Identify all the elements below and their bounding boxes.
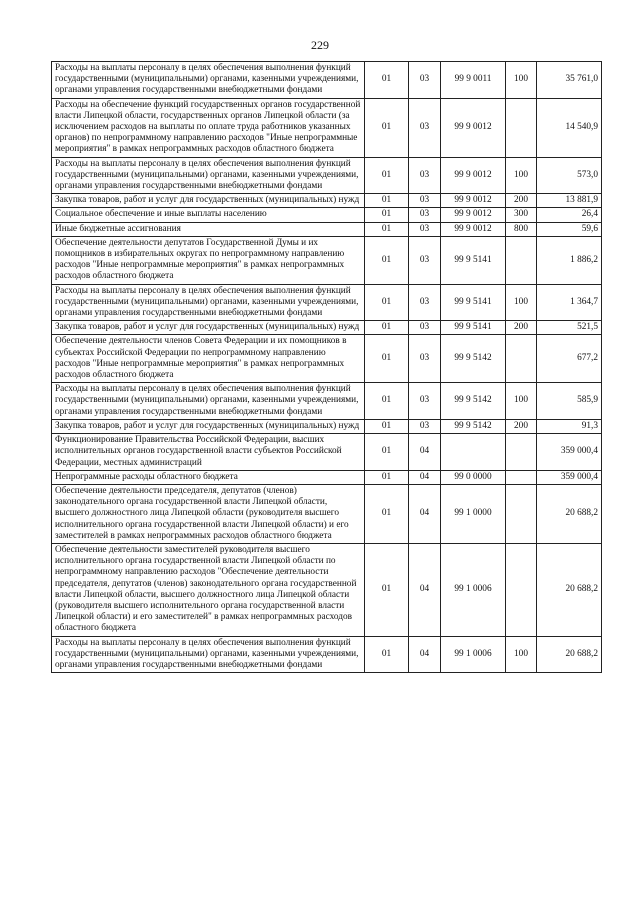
section-code-cell: 01	[365, 62, 409, 99]
subsection-code-cell: 03	[409, 335, 441, 383]
table-row	[52, 543, 602, 636]
subsection-code-cell: 03	[409, 222, 441, 236]
section-code-cell: 01	[365, 321, 409, 335]
amount-cell: 1 364,7	[537, 284, 602, 321]
expense-type-cell	[506, 470, 537, 484]
table-row	[52, 98, 602, 157]
expense-type-cell: 100	[506, 636, 537, 673]
section-code-cell: 01	[365, 98, 409, 157]
amount-cell: 677,2	[537, 335, 602, 383]
expense-type-cell	[506, 484, 537, 543]
amount-cell: 20 688,2	[537, 636, 602, 673]
expense-name-cell: Непрограммные расходы областного бюджета	[52, 470, 365, 484]
target-article-cell	[441, 434, 506, 471]
expense-name-cell: Расходы на выплаты персоналу в целях обеспечения выполнения функций государственными (муниципальными) органами, казенными учреждениями, органами управления государственными внебюджетными фондами	[52, 284, 365, 321]
expense-type-cell: 800	[506, 222, 537, 236]
target-article-cell: 99 9 5142	[441, 383, 506, 420]
amount-cell: 585,9	[537, 383, 602, 420]
section-code-cell: 01	[365, 335, 409, 383]
table-row	[52, 284, 602, 321]
expense-name-cell: Обеспечение деятельности заместителей руководителя высшего исполнительного органа государственной власти Липецкой области по непрограммному направлению расходов "Обеспечение деятельности председателя, депутатов (членов) законодательного органа государственной власти Липецкой области, высшего должностного лица Липецкой области (руководителя высшего исполнительного органа государственной власти Липецкой области) и его заместителей" в рамках непрограммных расходов областного бюджета	[52, 543, 365, 636]
expense-type-cell	[506, 335, 537, 383]
amount-cell: 14 540,9	[537, 98, 602, 157]
target-article-cell: 99 9 0012	[441, 194, 506, 208]
expense-type-cell: 300	[506, 208, 537, 222]
expense-type-cell: 100	[506, 62, 537, 99]
expense-name-cell: Социальное обеспечение и иные выплаты населению	[52, 208, 365, 222]
table-row	[52, 321, 602, 335]
table-row	[52, 470, 602, 484]
section-code-cell: 01	[365, 484, 409, 543]
subsection-code-cell: 03	[409, 157, 441, 194]
amount-cell: 20 688,2	[537, 543, 602, 636]
page-number: 229	[311, 38, 329, 52]
table-row	[52, 434, 602, 471]
expense-name-cell: Закупка товаров, работ и услуг для государственных (муниципальных) нужд	[52, 194, 365, 208]
section-code-cell: 01	[365, 543, 409, 636]
expense-name-cell: Иные бюджетные ассигнования	[52, 222, 365, 236]
section-code-cell: 01	[365, 636, 409, 673]
expense-type-cell: 100	[506, 383, 537, 420]
subsection-code-cell: 04	[409, 484, 441, 543]
table-row	[52, 62, 602, 99]
table-row	[52, 194, 602, 208]
subsection-code-cell: 03	[409, 236, 441, 284]
expense-type-cell: 200	[506, 321, 537, 335]
section-code-cell: 01	[365, 383, 409, 420]
amount-cell: 359 000,4	[537, 470, 602, 484]
section-code-cell: 01	[365, 194, 409, 208]
amount-cell: 13 881,9	[537, 194, 602, 208]
amount-cell: 359 000,4	[537, 434, 602, 471]
expense-name-cell: Закупка товаров, работ и услуг для государственных (муниципальных) нужд	[52, 419, 365, 433]
subsection-code-cell: 04	[409, 434, 441, 471]
target-article-cell: 99 9 5141	[441, 321, 506, 335]
amount-cell: 521,5	[537, 321, 602, 335]
table-row	[52, 383, 602, 420]
target-article-cell: 99 1 0006	[441, 636, 506, 673]
amount-cell: 35 761,0	[537, 62, 602, 99]
section-code-cell: 01	[365, 157, 409, 194]
table-row	[52, 222, 602, 236]
subsection-code-cell: 04	[409, 470, 441, 484]
section-code-cell: 01	[365, 284, 409, 321]
target-article-cell: 99 0 0000	[441, 470, 506, 484]
table-row	[52, 484, 602, 543]
expense-name-cell: Функционирование Правительства Российской Федерации, высших исполнительных органов государственной власти субъектов Российской Федерации, местных администраций	[52, 434, 365, 471]
table-row	[52, 236, 602, 284]
amount-cell: 59,6	[537, 222, 602, 236]
amount-cell: 91,3	[537, 419, 602, 433]
section-code-cell: 01	[365, 434, 409, 471]
amount-cell: 1 886,2	[537, 236, 602, 284]
expense-name-cell: Расходы на обеспечение функций государственных органов государственной власти Липецкой области, государственных органов Липецкой области (за исключением расходов на выплаты по оплате труда работников указанных органов) по непрограммному направлению расходов "Иные непрограммные мероприятия" в рамках непрограммных расходов областного бюджета	[52, 98, 365, 157]
expense-name-cell: Расходы на выплаты персоналу в целях обеспечения выполнения функций государственными (муниципальными) органами, казенными учреждениями, органами управления государственными внебюджетными фондами	[52, 383, 365, 420]
target-article-cell: 99 9 0012	[441, 208, 506, 222]
expense-type-cell	[506, 543, 537, 636]
expense-name-cell: Расходы на выплаты персоналу в целях обеспечения выполнения функций государственными (муниципальными) органами, казенными учреждениями, органами управления государственными внебюджетными фондами	[52, 636, 365, 673]
expense-name-cell: Обеспечение деятельности председателя, депутатов (членов) законодательного органа государственной власти Липецкой области, высшего должностного лица Липецкой области (руководителя высшего исполнительного органа государственной власти Липецкой области) и его заместителей в рамках непрограммных расходов областного бюджета	[52, 484, 365, 543]
target-article-cell: 99 9 5141	[441, 236, 506, 284]
expense-name-cell: Обеспечение деятельности членов Совета Федерации и их помощников в субъектах Российской Федерации по непрограммному направлению расходов "Иные непрограммные мероприятия" в рамках непрограммных расходов областного бюджета	[52, 335, 365, 383]
table-row	[52, 208, 602, 222]
subsection-code-cell: 04	[409, 543, 441, 636]
expense-type-cell	[506, 236, 537, 284]
section-code-cell: 01	[365, 419, 409, 433]
subsection-code-cell: 03	[409, 284, 441, 321]
expense-type-cell: 100	[506, 284, 537, 321]
budget-table-body	[52, 62, 602, 673]
expense-type-cell	[506, 98, 537, 157]
expense-type-cell: 200	[506, 194, 537, 208]
subsection-code-cell: 03	[409, 208, 441, 222]
target-article-cell: 99 9 0011	[441, 62, 506, 99]
subsection-code-cell: 03	[409, 194, 441, 208]
expense-name-cell: Расходы на выплаты персоналу в целях обеспечения выполнения функций государственными (муниципальными) органами, казенными учреждениями, органами управления государственными внебюджетными фондами	[52, 62, 365, 99]
target-article-cell: 99 9 0012	[441, 98, 506, 157]
amount-cell: 20 688,2	[537, 484, 602, 543]
expense-name-cell: Обеспечение деятельности депутатов Государственной Думы и их помощников в избирательных округах по непрограммному направлению расходов "Иные непрограммные мероприятия" в рамках непрограммных расходов областного бюджета	[52, 236, 365, 284]
target-article-cell: 99 9 5142	[441, 419, 506, 433]
subsection-code-cell: 03	[409, 383, 441, 420]
target-article-cell: 99 9 0012	[441, 222, 506, 236]
table-row	[52, 335, 602, 383]
section-code-cell: 01	[365, 470, 409, 484]
section-code-cell: 01	[365, 222, 409, 236]
table-row	[52, 419, 602, 433]
table-row	[52, 157, 602, 194]
subsection-code-cell: 03	[409, 98, 441, 157]
table-row	[52, 636, 602, 673]
target-article-cell: 99 1 0000	[441, 484, 506, 543]
subsection-code-cell: 03	[409, 321, 441, 335]
subsection-code-cell: 03	[409, 62, 441, 99]
expense-name-cell: Расходы на выплаты персоналу в целях обеспечения выполнения функций государственными (муниципальными) органами, казенными учреждениями, органами управления государственными внебюджетными фондами	[52, 157, 365, 194]
target-article-cell: 99 9 0012	[441, 157, 506, 194]
subsection-code-cell: 04	[409, 636, 441, 673]
budget-table	[51, 61, 602, 673]
target-article-cell: 99 9 5142	[441, 335, 506, 383]
amount-cell: 573,0	[537, 157, 602, 194]
section-code-cell: 01	[365, 208, 409, 222]
amount-cell: 26,4	[537, 208, 602, 222]
target-article-cell: 99 1 0006	[441, 543, 506, 636]
expense-type-cell: 100	[506, 157, 537, 194]
expense-type-cell: 200	[506, 419, 537, 433]
target-article-cell: 99 9 5141	[441, 284, 506, 321]
expense-name-cell: Закупка товаров, работ и услуг для государственных (муниципальных) нужд	[52, 321, 365, 335]
section-code-cell: 01	[365, 236, 409, 284]
expense-type-cell	[506, 434, 537, 471]
subsection-code-cell: 03	[409, 419, 441, 433]
